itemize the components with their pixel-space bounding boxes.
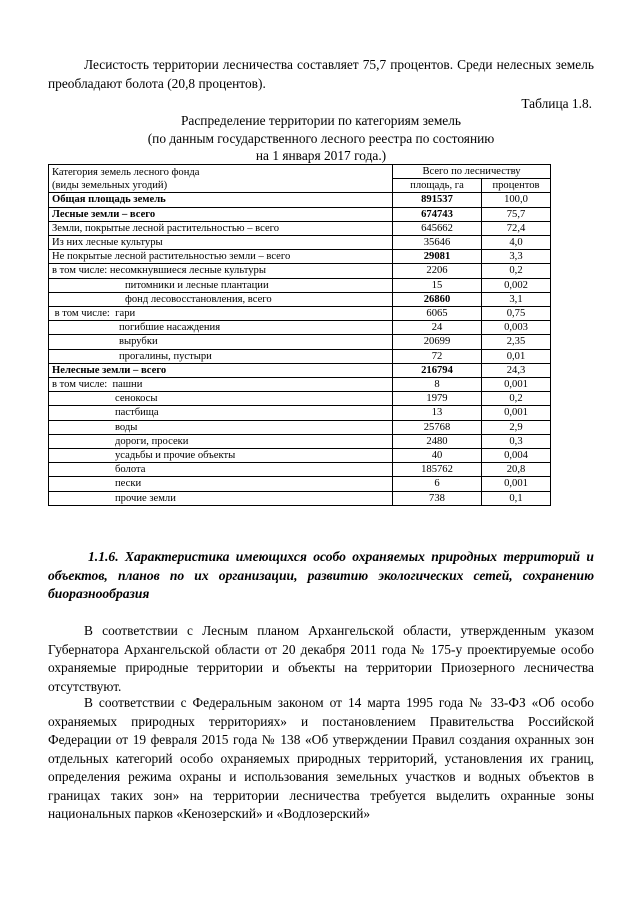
row-area: 2480 [393,434,482,448]
row-area: 25768 [393,420,482,434]
category-header-line2: (виды земельных угодий) [52,179,168,191]
table-row [49,477,551,491]
row-label: прочие земли [49,491,393,505]
table-row [49,307,551,321]
table-row [49,335,551,349]
row-label: прогалины, пустыри [49,349,393,363]
row-area: 6065 [393,307,482,321]
row-label: вырубки [49,335,393,349]
table-row [49,463,551,477]
row-label: болота [49,463,393,477]
row-area: 15 [393,278,482,292]
paragraph-forest-plan: В соответствии с Лесным планом Архангельской области, утвержденным указом Губернатора Архангельской области от 20 декабря 2011 года № 175-у проектируемые особо охраняемые природные территории и объекты на территории Приозерного лесничества отсутствуют. [48,623,594,694]
row-label: Из них лесные культуры [49,236,393,250]
row-percent: 0,003 [482,321,551,335]
table-row [49,449,551,463]
row-label: Общая площадь земель [49,193,393,207]
total-header: Всего по лесничеству [393,165,551,179]
row-percent: 2,35 [482,335,551,349]
row-percent: 0,01 [482,349,551,363]
row-percent: 0,001 [482,378,551,392]
table-row [49,264,551,278]
row-label: воды [49,420,393,434]
table-row [49,221,551,235]
row-percent: 0,2 [482,264,551,278]
row-percent: 24,3 [482,363,551,377]
table-row [49,250,551,264]
table-row [49,236,551,250]
table-row [49,363,551,377]
row-percent: 3,1 [482,292,551,306]
table-row [49,321,551,335]
table-row [49,378,551,392]
row-area: 6 [393,477,482,491]
row-percent: 3,3 [482,250,551,264]
row-percent: 0,3 [482,434,551,448]
paragraph-federal-law: В соответствии с Федеральным законом от 14 марта 1995 года № 33-ФЗ «Об особо охраняемых природных территориях» и постановлением Правительства Российской Федерации от 19 февраля 2015 года № 138 «Об утверждении Правил создания охранных зон отдельных категорий особо охраняемых природных территорий, установления их границ, определения режима охраны и использования земельных участков и водных объектов в границах таких зон» на территории лесничества требуется выделить охранные зоны национальных парков «Кенозерский» и «Водлозерский» [48,695,594,821]
table-number: Таблица 1.8. [521,96,592,111]
row-percent: 72,4 [482,221,551,235]
table-caption [48,112,594,165]
row-area: 645662 [393,221,482,235]
category-header [49,165,393,193]
row-area: 2206 [393,264,482,278]
table-row [49,491,551,505]
row-percent: 0,002 [482,278,551,292]
row-percent: 0,2 [482,392,551,406]
row-area: 20699 [393,335,482,349]
table-caption-line1: Распределение территории по категориям земель [180,113,462,128]
row-label: усадьбы и прочие объекты [49,449,393,463]
row-label: пески [49,477,393,491]
table-row [49,193,551,207]
row-area: 13 [393,406,482,420]
row-percent: 0,001 [482,477,551,491]
row-label: Нелесные земли – всего [49,363,393,377]
table-row [49,292,551,306]
row-label: сенокосы [49,392,393,406]
table-row [49,406,551,420]
row-area: 8 [393,378,482,392]
row-area: 185762 [393,463,482,477]
table-row [49,420,551,434]
row-area: 26860 [393,292,482,306]
row-percent: 0,1 [482,491,551,505]
row-label: в том числе: гари [49,307,393,321]
table-row [49,349,551,363]
row-label: фонд лесовосстановления, всего [49,292,393,306]
row-area: 72 [393,349,482,363]
row-area: 891537 [393,193,482,207]
intro-paragraph: Лесистость территории лесничества составляет 75,7 процентов. Среди нелесных земель преобладают болота (20,8 процентов). [48,57,594,91]
row-label: в том числе: пашни [49,378,393,392]
row-area: 35646 [393,236,482,250]
row-area: 29081 [393,250,482,264]
area-header: площадь, га [393,179,482,193]
row-area: 1979 [393,392,482,406]
table-row [49,434,551,448]
row-percent: 0,75 [482,307,551,321]
row-label: в том числе: несомкнувшиеся лесные культуры [49,264,393,278]
row-label: погибшие насаждения [49,321,393,335]
row-percent: 0,001 [482,406,551,420]
row-label: Лесные земли – всего [49,207,393,221]
table-caption-line3: на 1 января 2017 года.) [255,148,387,163]
row-area: 40 [393,449,482,463]
row-label: пастбища [49,406,393,420]
row-label: Не покрытые лесной растительностью земли – всего [49,250,393,264]
row-percent: 2,9 [482,420,551,434]
row-label: дороги, просеки [49,434,393,448]
land-category-table [48,164,551,506]
row-percent: 75,7 [482,207,551,221]
table-caption-line2: (по данным государственного лесного реестра по состоянию [147,130,495,146]
table-row [49,392,551,406]
row-percent: 20,8 [482,463,551,477]
category-header-line1: Категория земель лесного фонда [52,166,200,178]
row-area: 674743 [393,207,482,221]
section-heading: 1.1.6. Характеристика имеющихся особо охраняемых природных территорий и объектов, планов по их организации, развитию экологических сетей, сохранению биоразнообразия [48,549,594,601]
row-percent: 4,0 [482,236,551,250]
row-percent: 100,0 [482,193,551,207]
table-row [49,207,551,221]
percent-header: процентов [482,179,551,193]
row-area: 738 [393,491,482,505]
row-percent: 0,004 [482,449,551,463]
row-label: питомники и лесные плантации [49,278,393,292]
row-label: Земли, покрытые лесной растительностью – всего [49,221,393,235]
row-area: 216794 [393,363,482,377]
table-header-row [49,165,551,179]
row-area: 24 [393,321,482,335]
table-row [49,278,551,292]
